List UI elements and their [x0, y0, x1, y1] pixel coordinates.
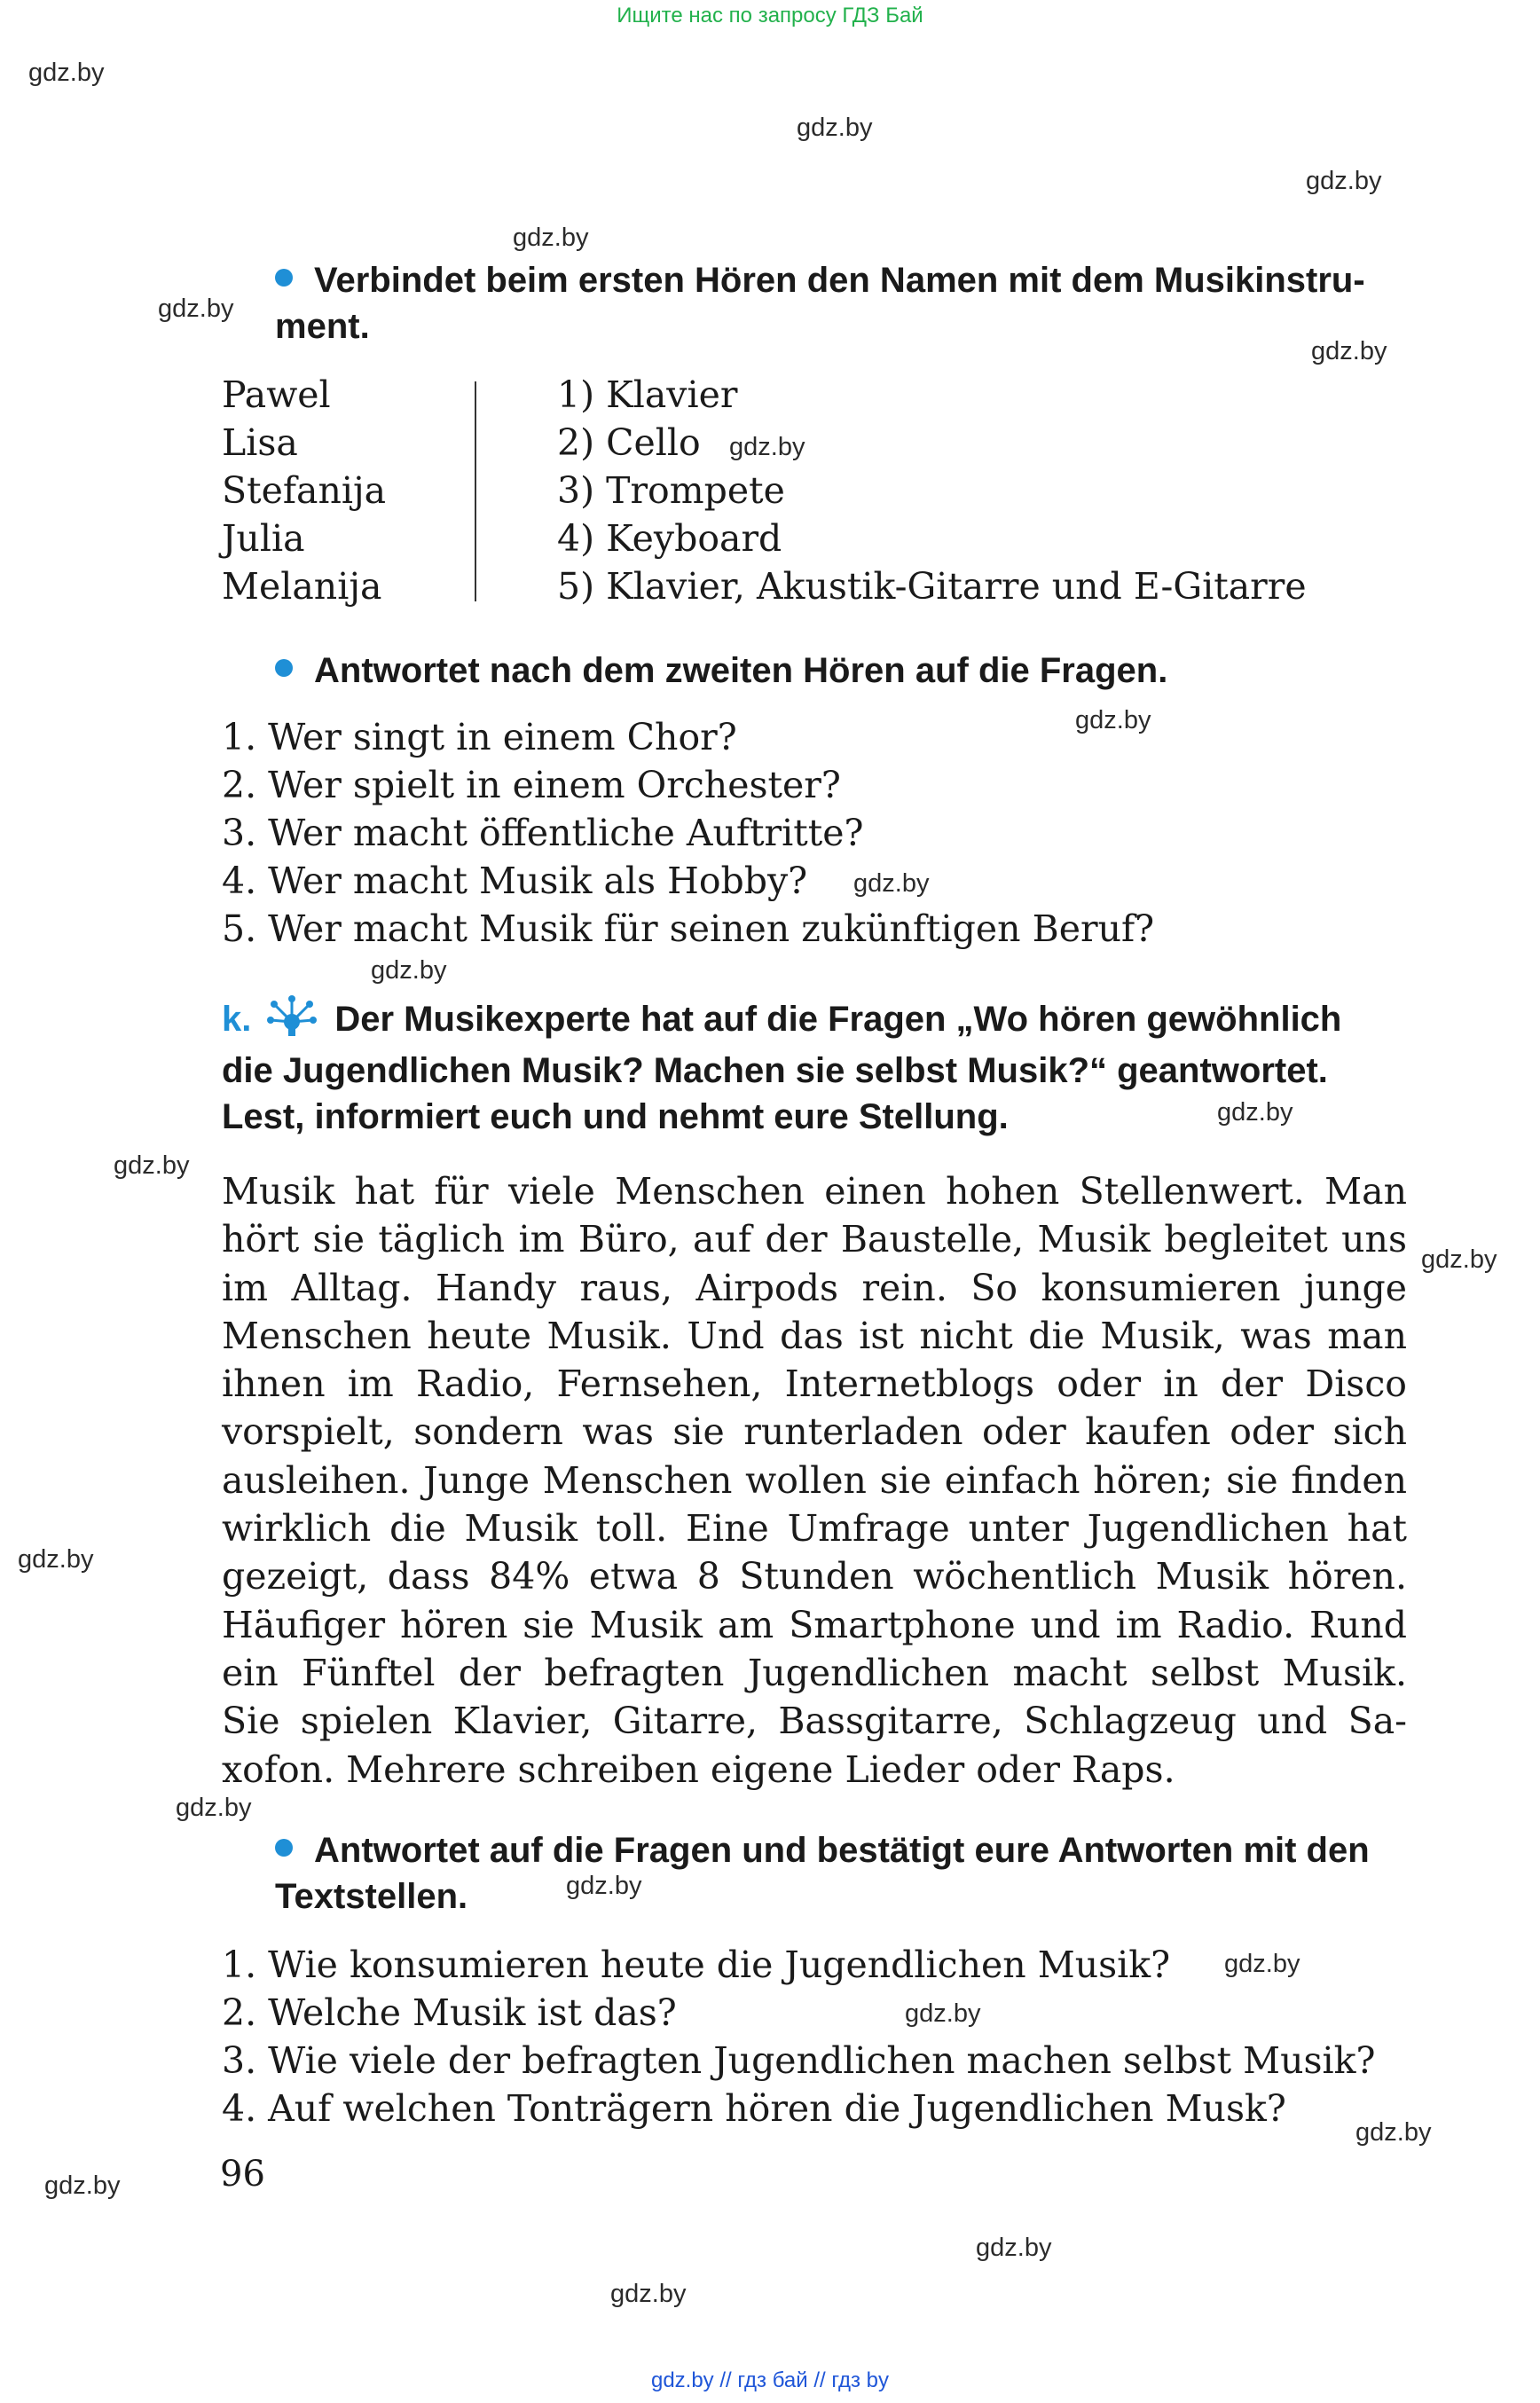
watermark: gdz.by — [44, 2171, 121, 2200]
watermark: gdz.by — [176, 1794, 252, 1822]
footer-links[interactable]: gdz.by // гдз бай // гдз by — [650, 2368, 890, 2392]
task1-instruction: Verbindet beim ersten Hören den Namen mit dem Musikinstru- ment. — [275, 261, 1365, 346]
instrument-item: 5) Klavier, Akustik-Gitarre und E-Gitarre — [557, 565, 1307, 608]
watermark: gdz.by — [905, 1999, 981, 2028]
bullet-icon — [275, 269, 293, 287]
watermark: gdz.by — [1311, 337, 1387, 365]
question-item: 1. Wie konsumieren heute die Jugendlichen Musik? — [222, 1944, 1171, 1986]
top-search-hint[interactable]: Ищите нас по запросу ГДЗ Бай — [617, 4, 923, 27]
text-line: ausleihen. Junge Menschen wollen sie einfach hören; sie finden — [222, 1458, 1407, 1502]
watermark: gdz.by — [1306, 167, 1382, 195]
watermark: gdz.by — [371, 956, 447, 985]
watermark: gdz.by — [28, 59, 105, 87]
text-line: im Alltag. Handy raus, Airpods rein. So konsumieren junge — [222, 1266, 1407, 1309]
watermark: gdz.by — [1217, 1098, 1293, 1127]
question-item: 4. Wer macht Musik als Hobby? — [222, 860, 808, 902]
watermark: gdz.by — [1075, 706, 1151, 734]
question-item: 3. Wie viele der befragten Jugendlichen machen selbst Musik? — [222, 2039, 1376, 2082]
watermark: gdz.by — [566, 1872, 642, 1900]
bullet-icon — [275, 1839, 293, 1857]
question-item: 3. Wer macht öffentliche Auftritte? — [222, 812, 864, 854]
question-item: 4. Auf welchen Tonträgern hören die Jugendlichen Musk? — [222, 2087, 1286, 2130]
name-item: Melanija — [222, 565, 382, 608]
text-line: Häufiger hören sie Musik am Smartphone und im Radio. Rund — [222, 1603, 1407, 1646]
name-item: Julia — [222, 517, 305, 560]
watermark: gdz.by — [1224, 1950, 1300, 1978]
network-icon — [267, 995, 317, 1048]
watermark: gdz.by — [610, 2280, 687, 2308]
watermark: gdz.by — [797, 114, 873, 142]
question-item: 1. Wer singt in einem Chor? — [222, 716, 737, 758]
task-k-instruction: k. Der Musikexperte hat auf die Fragen „Wo hören gewöhnlich die Jugendlichen Musik? Machen sie selbst Musik?“ geantwortet. Lest, informiert euch und nehmt eure Stellung. — [222, 995, 1410, 1140]
watermark: gdz.by — [513, 224, 589, 252]
question-item: 2. Welche Musik ist das? — [222, 1991, 677, 2034]
text-line: hört sie täglich im Büro, auf der Baustelle, Musik begleitet uns — [222, 1218, 1407, 1261]
text-line: Sie spielen Klavier, Gitarre, Bassgitarre, Schlagzeug und Sa- — [222, 1700, 1407, 1743]
watermark: gdz.by — [729, 433, 805, 461]
watermark: gdz.by — [1355, 2118, 1432, 2147]
instrument-item: 1) Klavier — [557, 373, 738, 416]
instrument-item: 4) Keyboard — [557, 517, 782, 560]
name-item: Stefanija — [222, 469, 387, 512]
question-item: 2. Wer spielt in einem Orchester? — [222, 764, 841, 806]
column-divider — [475, 381, 476, 601]
bullet-icon — [275, 659, 293, 677]
text-line: xofon. Mehrere schreiben eigene Lieder oder Raps. — [222, 1747, 1175, 1791]
question-item: 5. Wer macht Musik für seinen zukünftigen Beruf? — [222, 907, 1155, 950]
watermark: gdz.by — [114, 1151, 190, 1180]
text-line: ihnen im Radio, Fernsehen, Internetblogs oder in der Disco — [222, 1362, 1407, 1406]
text-line: wirklich die Musik toll. Eine Umfrage unter Jugendlichen hat — [222, 1507, 1407, 1551]
name-item: Lisa — [222, 421, 298, 464]
music-text — [222, 1167, 1407, 1794]
text-line: Menschen heute Musik. Und das ist nicht die Musik, was man — [222, 1314, 1407, 1357]
task2-instruction: Antwortet nach dem zweiten Hören auf die Fragen. — [275, 648, 1419, 694]
watermark: gdz.by — [853, 869, 930, 898]
watermark: gdz.by — [158, 294, 234, 323]
task-k-label: k. — [222, 1000, 252, 1039]
text-line: vorspielt, sondern was sie runterladen oder kaufen oder sich — [222, 1410, 1407, 1454]
page-number: 96 — [220, 2154, 265, 2195]
text-line: Musik hat für viele Menschen einen hohen Stellenwert. Man — [222, 1170, 1407, 1213]
text-line: ein Fünftel der befragten Jugendlichen macht selbst Musik. — [222, 1651, 1407, 1694]
watermark: gdz.by — [976, 2234, 1052, 2262]
watermark: gdz.by — [1421, 1245, 1497, 1274]
watermark: gdz.by — [18, 1545, 94, 1574]
text-line: gezeigt, dass 84% etwa 8 Stunden wöchentlich Musik hören. — [222, 1555, 1407, 1598]
instrument-item: 3) Trompete — [557, 469, 785, 512]
task3-instruction: Antwortet auf die Fragen und bestätigt eure Antworten mit den Textstellen. — [275, 1831, 1370, 1916]
instrument-item: 2) Cello — [557, 421, 701, 464]
name-item: Pawel — [222, 373, 331, 416]
